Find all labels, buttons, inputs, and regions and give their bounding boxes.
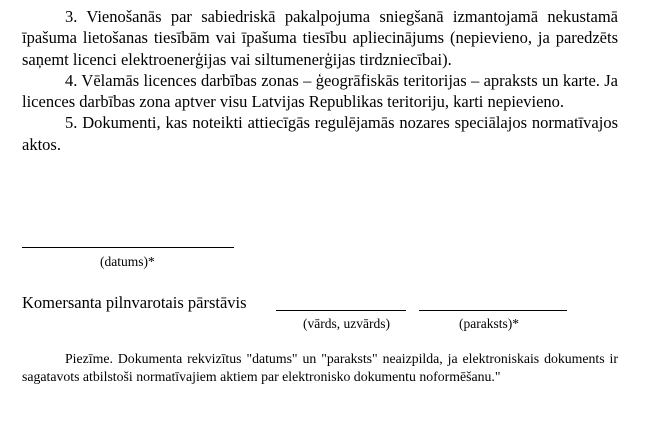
note: [22, 350, 618, 385]
paragraph-3: [22, 6, 618, 70]
paragraph-text: Vēlamās licences darbības zonas – ģeogrāfiskās teritorijas – apraksts un karte. Ja licences darbības zona aptver visu Latvijas Republikas teritoriju, karti nepievieno.: [22, 70, 618, 112]
paragraph-number: 4.: [65, 70, 78, 90]
paragraph-5: [22, 112, 618, 155]
paragraph-text: Vienošanās par sabiedriskā pakalpojuma sniegšanā izmantojamā nekustamā īpašuma lietošanas tiesībām vai īpašuma tiesību apliecinājums (nepievieno, ja paredzēts saņemt licenci elektroenerģijas vai siltumenerģijas tirdzniecībai).: [22, 7, 618, 69]
representative-label: Komersanta pilnvarotais pārstāvis: [22, 293, 247, 312]
paragraph-number: 5.: [65, 113, 78, 133]
date-caption: (datums)*: [100, 254, 155, 269]
note-text: Dokumenta rekvizītus "datums" un "paraksts" neaizpilda, ja elektroniskais dokuments ir sagatavots atbilstoši normatīvajiem aktiem par elektronisko dokumentu noformēšanu.": [22, 351, 618, 384]
document-body: [22, 6, 618, 155]
paragraph-text: Dokumenti, kas noteikti attiecīgās regulējamās nozares speciālajos normatīvajos aktos.: [22, 113, 619, 154]
name-signature-line: [276, 310, 406, 311]
paragraph-number: 3.: [65, 7, 78, 26]
date-signature-line: [22, 247, 234, 248]
signature-line: [419, 310, 567, 311]
paragraph-4: [22, 70, 618, 113]
note-label: Piezīme.: [65, 351, 113, 366]
name-caption: (vārds, uzvārds): [303, 316, 390, 331]
signature-caption: (paraksts)*: [459, 316, 519, 331]
